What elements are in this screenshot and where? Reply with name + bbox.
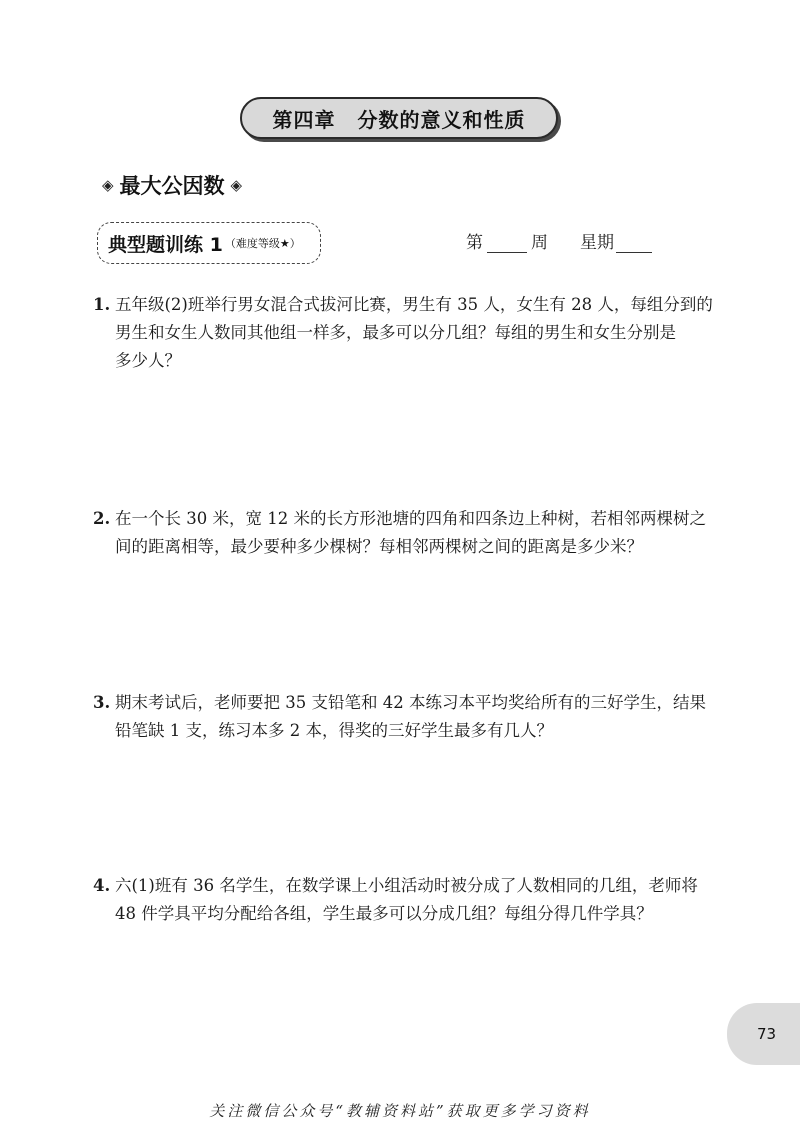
footer-note: 关注微信公众号“教辅资料站”获取更多学习资料 bbox=[209, 1102, 591, 1120]
question-number: 1. bbox=[93, 295, 111, 314]
question-text: 六(1)班有 36 名学生，在数学课上小组活动时被分成了人数相同的几组，老师将 bbox=[115, 876, 698, 895]
page-number: 73 bbox=[727, 1003, 800, 1065]
question-text: 多少人？ bbox=[115, 351, 181, 370]
chapter-banner bbox=[240, 97, 558, 139]
section-title: 最大公因数 bbox=[119, 174, 225, 198]
question-1 bbox=[93, 291, 713, 375]
exercise-title: 典型题训练 1 bbox=[108, 233, 223, 256]
question-text: 间的距离相等，最少要种多少棵树？每相邻两棵树之间的距离是多少米？ bbox=[115, 537, 643, 556]
schedule-line bbox=[466, 228, 652, 253]
week-suffix: 周 bbox=[531, 233, 548, 253]
exercise-label-box bbox=[97, 222, 321, 264]
question-2 bbox=[93, 505, 705, 561]
question-text: 男生和女生人数同其他组一样多，最多可以分几组？每组的男生和女生分别是 bbox=[115, 323, 676, 342]
question-text: 铅笔缺 1 支，练习本多 2 本，得奖的三好学生最多有几人？ bbox=[115, 721, 553, 740]
week-prefix: 第 bbox=[466, 233, 483, 253]
section-heading bbox=[96, 170, 248, 200]
question-number: 2. bbox=[93, 509, 111, 528]
question-number: 3. bbox=[93, 693, 111, 712]
week-blank[interactable] bbox=[487, 234, 527, 253]
difficulty-label: （难度等级★） bbox=[224, 237, 301, 250]
question-text: 在一个长 30 米，宽 12 米的长方形池塘的四角和四条边上种树，若相邻两棵树之 bbox=[115, 509, 706, 528]
question-text: 五年级(2)班举行男女混合式拔河比赛，男生有 35 人，女生有 28 人，每组分到的 bbox=[115, 295, 713, 314]
diamond-icon: ◈ bbox=[102, 176, 114, 194]
question-text: 48 件学具平均分配给各组，学生最多可以分成几组？每组分得几件学具？ bbox=[115, 904, 653, 923]
question-number: 4. bbox=[93, 876, 111, 895]
question-3 bbox=[93, 689, 705, 745]
diamond-icon: ◈ bbox=[230, 176, 243, 194]
chapter-title: 分数的意义和性质 bbox=[357, 107, 526, 132]
chapter-number: 第四章 bbox=[272, 107, 336, 132]
weekday-label: 星期 bbox=[580, 233, 614, 253]
weekday-blank[interactable] bbox=[616, 234, 652, 253]
question-text: 期末考试后，老师要把 35 支铅笔和 42 本练习本平均奖给所有的三好学生，结果 bbox=[115, 693, 706, 712]
question-4 bbox=[93, 872, 705, 928]
